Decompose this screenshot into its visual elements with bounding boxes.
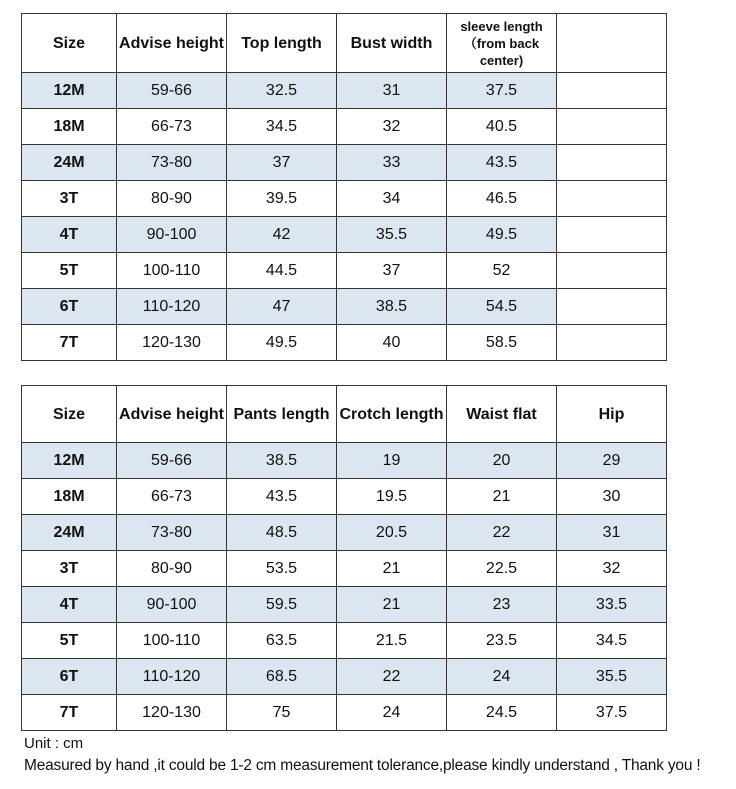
measurement-cell: 49.5 [447,217,557,253]
measurement-cell: 22 [337,659,447,695]
size-cell: 5T [22,623,117,659]
table-row [22,515,667,551]
measurement-cell: 90-100 [117,217,227,253]
measurement-cell: 35.5 [557,659,667,695]
size-cell: 5T [22,253,117,289]
table-row [22,145,667,181]
size-cell: 6T [22,289,117,325]
measurement-cell: 35.5 [337,217,447,253]
measurement-cell: 52 [447,253,557,289]
size-cell: 3T [22,551,117,587]
measurement-cell: 20.5 [337,515,447,551]
measurement-cell: 48.5 [227,515,337,551]
table-header-row [22,14,667,73]
measurement-cell: 22 [447,515,557,551]
measurement-cell: 59-66 [117,73,227,109]
header-size: Size [22,386,117,443]
measurement-cell: 21 [337,587,447,623]
measurement-cell: 37 [227,145,337,181]
measurement-cell: 75 [227,695,337,731]
measurement-cell: 34.5 [557,623,667,659]
measurement-cell: 73-80 [117,515,227,551]
measurement-cell: 110-120 [117,659,227,695]
table-row [22,695,667,731]
tops-size-table [21,13,667,361]
measurement-cell: 90-100 [117,587,227,623]
header-crotch-length: Crotch length [337,386,447,443]
size-cell: 4T [22,217,117,253]
bottoms-size-table [21,385,667,731]
measurement-cell: 21 [337,551,447,587]
empty-cell [557,145,667,181]
empty-cell [557,73,667,109]
measurement-cell: 43.5 [447,145,557,181]
measurement-cell: 20 [447,443,557,479]
measurement-cell: 59-66 [117,443,227,479]
size-cell: 6T [22,659,117,695]
empty-cell [557,181,667,217]
measurement-cell: 34 [337,181,447,217]
measurement-cell: 110-120 [117,289,227,325]
measurement-cell: 49.5 [227,325,337,361]
measurement-cell: 59.5 [227,587,337,623]
size-cell: 4T [22,587,117,623]
measurement-cell: 31 [337,73,447,109]
size-cell: 24M [22,145,117,181]
measurement-cell: 43.5 [227,479,337,515]
header-advise-height: Advise height [117,386,227,443]
header-empty [557,14,667,73]
measurement-cell: 24.5 [447,695,557,731]
header-top-length: Top length [227,14,337,73]
header-waist-flat: Waist flat [447,386,557,443]
measurement-cell: 39.5 [227,181,337,217]
measurement-cell: 38.5 [227,443,337,479]
measurement-cell: 29 [557,443,667,479]
tolerance-note: Measured by hand ,it could be 1-2 cm measurement tolerance,please kindly understand , Thank you ! [24,757,701,774]
size-cell: 7T [22,695,117,731]
measurement-cell: 44.5 [227,253,337,289]
header-bust-width: Bust width [337,14,447,73]
measurement-cell: 32 [557,551,667,587]
table-row [22,551,667,587]
size-cell: 12M [22,443,117,479]
size-cell: 3T [22,181,117,217]
measurement-cell: 38.5 [337,289,447,325]
table-row [22,659,667,695]
measurement-cell: 32 [337,109,447,145]
measurement-cell: 33 [337,145,447,181]
measurement-cell: 73-80 [117,145,227,181]
table-row [22,325,667,361]
empty-cell [557,217,667,253]
measurement-cell: 23 [447,587,557,623]
measurement-cell: 19.5 [337,479,447,515]
table-row [22,181,667,217]
size-cell: 12M [22,73,117,109]
header-size: Size [22,14,117,73]
measurement-cell: 37.5 [447,73,557,109]
measurement-cell: 24 [337,695,447,731]
measurement-cell: 19 [337,443,447,479]
measurement-cell: 23.5 [447,623,557,659]
measurement-cell: 63.5 [227,623,337,659]
measurement-cell: 37.5 [557,695,667,731]
empty-cell [557,289,667,325]
table-row [22,587,667,623]
measurement-cell: 24 [447,659,557,695]
measurement-cell: 80-90 [117,181,227,217]
table-row [22,109,667,145]
measurement-cell: 47 [227,289,337,325]
table-header-row [22,386,667,443]
header-pants-length: Pants length [227,386,337,443]
measurement-cell: 21 [447,479,557,515]
header-advise-height: Advise height [117,14,227,73]
table-row [22,443,667,479]
measurement-cell: 37 [337,253,447,289]
size-cell: 18M [22,109,117,145]
measurement-cell: 58.5 [447,325,557,361]
table-row [22,73,667,109]
measurement-cell: 68.5 [227,659,337,695]
header-sleeve-length: sleeve length （from back center) [447,14,557,73]
measurement-cell: 31 [557,515,667,551]
measurement-cell: 120-130 [117,695,227,731]
measurement-cell: 66-73 [117,479,227,515]
measurement-cell: 54.5 [447,289,557,325]
size-cell: 24M [22,515,117,551]
size-cell: 18M [22,479,117,515]
measurement-cell: 100-110 [117,623,227,659]
measurement-cell: 22.5 [447,551,557,587]
measurement-cell: 53.5 [227,551,337,587]
empty-cell [557,109,667,145]
table-row [22,217,667,253]
measurement-cell: 46.5 [447,181,557,217]
table-row [22,289,667,325]
measurement-cell: 21.5 [337,623,447,659]
measurement-cell: 33.5 [557,587,667,623]
measurement-cell: 120-130 [117,325,227,361]
measurement-cell: 30 [557,479,667,515]
measurement-cell: 42 [227,217,337,253]
unit-note: Unit : cm [24,735,84,752]
table-row [22,623,667,659]
measurement-cell: 34.5 [227,109,337,145]
measurement-cell: 66-73 [117,109,227,145]
table-row [22,253,667,289]
empty-cell [557,253,667,289]
measurement-cell: 100-110 [117,253,227,289]
table-row [22,479,667,515]
measurement-cell: 40.5 [447,109,557,145]
header-hip: Hip [557,386,667,443]
measurement-cell: 80-90 [117,551,227,587]
measurement-cell: 40 [337,325,447,361]
size-cell: 7T [22,325,117,361]
empty-cell [557,325,667,361]
measurement-cell: 32.5 [227,73,337,109]
